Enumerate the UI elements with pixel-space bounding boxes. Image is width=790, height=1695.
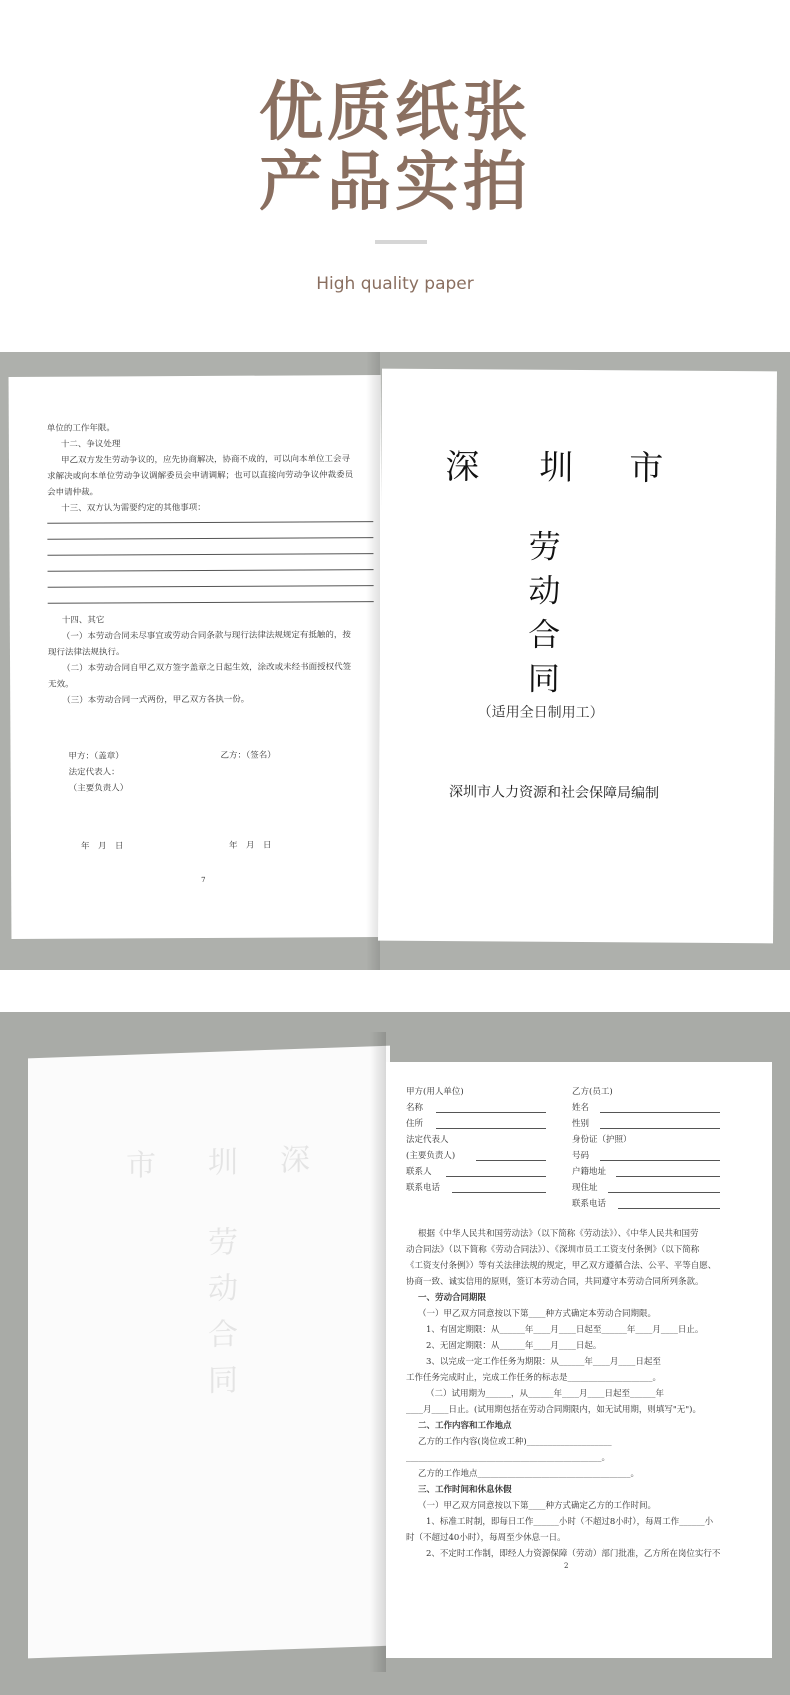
text-line: （一）本劳动合同未尽事宜或劳动合同条款与现行法律法规规定有抵触的，按	[61, 630, 351, 642]
title-char: 同	[527, 659, 560, 698]
book-spine-shadow	[370, 1032, 386, 1672]
field-label: 户籍地址	[572, 1167, 607, 1177]
blank-line	[452, 1192, 546, 1193]
city-char: 市	[629, 448, 664, 489]
blank-line	[600, 1128, 720, 1129]
blank-line	[436, 1128, 546, 1129]
text-line: 现行法律法规执行。	[47, 647, 125, 658]
text-line: （一）甲乙双方同意按以下第____种方式确定乙方的工作时间。	[418, 1501, 657, 1511]
field-label: 联系人	[406, 1167, 432, 1177]
blank-line	[608, 1192, 720, 1193]
section-heading: 十三、双方认为需要约定的其他事项：	[61, 502, 206, 514]
date-party-a: 年 月 日	[80, 841, 124, 852]
headline-line-2: 产品实拍	[259, 146, 531, 220]
ghost-title-char: 同	[208, 1362, 238, 1400]
text-line: （三）本劳动合同一式两份，甲乙双方各执一份。	[62, 694, 250, 706]
field-label: 联系电话	[572, 1199, 607, 1209]
blank-line	[47, 521, 373, 524]
blank-line	[476, 1160, 546, 1161]
title-char: 动	[528, 571, 561, 610]
section-heading: 十四、其它	[61, 615, 105, 626]
section-heading: 二、工作内容和工作地点	[418, 1421, 512, 1431]
text-line: ______________________________________________。	[406, 1453, 611, 1463]
divider	[375, 240, 427, 244]
ghost-city-char: 市	[126, 1147, 156, 1184]
text-line: 时（不超过40小时），每周至少休息一日。	[406, 1533, 566, 1543]
text-line: （二）试用期为______，从______年____月____日起至______年	[426, 1389, 665, 1399]
blank-line	[616, 1176, 720, 1177]
text-line: 乙方的工作地点____________________________________。	[418, 1469, 640, 1479]
text-line: 甲乙双方发生劳动争议的，应先协商解决，协商不成的，可以向本单位工会寻	[60, 454, 351, 466]
field-label: 住所	[406, 1119, 424, 1129]
text-line: 无效。	[48, 679, 74, 690]
text-line: 1、标准工时制，即每日工作______小时（不超过8小时），每周工作______小	[426, 1517, 714, 1527]
blank-line	[446, 1176, 546, 1177]
field-label: 性别	[572, 1119, 590, 1129]
text-line: 会申请仲裁。	[47, 487, 99, 498]
field-label: 法定代表人	[406, 1135, 449, 1145]
headline-line-1: 优质纸张	[259, 76, 531, 150]
blank-line	[600, 1160, 720, 1161]
blank-line	[47, 553, 373, 556]
photo-open-contract-inner	[0, 1012, 790, 1695]
ghost-title-char: 合	[208, 1316, 238, 1354]
ghost-city-char: 圳	[208, 1144, 238, 1182]
contract-page-7	[9, 375, 384, 939]
section-heading: 一、劳动合同期限	[418, 1293, 487, 1303]
cover-back-page	[28, 1046, 390, 1659]
principal-label: （主要负责人）	[68, 783, 129, 794]
blank-line	[600, 1112, 720, 1113]
signature-party-b: 乙方：（签名）	[220, 750, 276, 761]
text-line: （二）本劳动合同自甲乙双方签字盖章之日起生效，涂改或未经书面授权代签	[62, 662, 352, 674]
blank-line	[48, 569, 374, 572]
text-line: 单位的工作年限。	[46, 423, 115, 434]
ghost-title-char: 劳	[208, 1224, 238, 1262]
text-line: 《工资支付条例》）等有关法律法规的规定，甲乙双方遵循合法、公平、平等自愿、	[406, 1261, 717, 1271]
date-party-b: 年 月 日	[228, 840, 272, 851]
title-char: 合	[528, 615, 561, 654]
ghost-title-char: 动	[208, 1270, 238, 1308]
blank-line	[48, 585, 374, 588]
ghost-city-char: 深	[280, 1142, 310, 1179]
section-heading: 十二、争议处理	[60, 439, 121, 450]
field-label: 甲方(用人单位)	[406, 1087, 464, 1097]
title-char: 劳	[528, 527, 561, 566]
field-label: 现住址	[572, 1183, 598, 1193]
text-line: 动合同法》（以下简称《劳动合同法》）、《深圳市员工工资支付条例》（以下简称	[406, 1245, 700, 1255]
text-line: ____月____日止。(试用期包括在劳动合同期限内，如无试用期，则填写"无")。	[406, 1405, 701, 1415]
city-char: 圳	[539, 447, 574, 488]
contract-page-2	[386, 1062, 772, 1658]
contract-cover-page	[378, 369, 777, 944]
text-line: 2、无固定期限：从______年____月____日起。	[426, 1341, 602, 1351]
blank-line	[48, 601, 374, 604]
section-heading: 三、工作时间和休息休假	[418, 1485, 512, 1495]
subtitle: High quality paper	[316, 274, 474, 294]
photo-open-contract-cover	[0, 352, 790, 970]
legal-representative: 法定代表人：	[68, 767, 120, 778]
scope-note: （适用全日制用工）	[477, 704, 604, 722]
text-line: 协商一致、诚实信用的原则，签订本劳动合同，共同遵守本劳动合同所列条款。	[406, 1277, 704, 1287]
city-char: 深	[445, 447, 480, 488]
page-number: 7	[201, 875, 206, 884]
field-label: 乙方(员工)	[572, 1087, 613, 1097]
blank-line	[436, 1112, 546, 1113]
text-line: 乙方的工作内容(岗位或工种)____________________	[418, 1437, 612, 1447]
text-line: 求解决或向本单位劳动争议调解委员会申请调解；也可以直接向劳动争议仲裁委员	[47, 470, 354, 482]
field-label: (主要负责人)	[406, 1151, 456, 1161]
header-banner	[0, 0, 790, 352]
signature-party-a: 甲方：（盖章）	[68, 751, 124, 762]
field-label: 名称	[406, 1103, 424, 1113]
field-label: 身份证（护照）	[572, 1135, 632, 1145]
text-line: 3、以完成一定工作任务为期限：从______年____月____日起至	[426, 1357, 661, 1367]
text-line: 1、有固定期限：从______年____月____日起至______年____月____日止。	[426, 1325, 704, 1335]
blank-line	[47, 537, 373, 540]
blank-line	[618, 1208, 720, 1209]
page-number: 2	[564, 1562, 569, 1570]
text-line: （一）甲乙双方同意按以下第____种方式确定本劳动合同期限。	[418, 1309, 657, 1319]
text-line: 根据《中华人民共和国劳动法》（以下简称《劳动法》）、《中华人民共和国劳	[418, 1229, 699, 1239]
field-label: 联系电话	[406, 1183, 441, 1193]
text-line: 2、不定时工作制，即经人力资源保障（劳动）部门批准，乙方所在岗位实行不	[426, 1549, 721, 1559]
text-line: 工作任务完成时止，完成工作任务的标志是____________________。	[406, 1373, 662, 1383]
field-label: 号码	[572, 1151, 590, 1161]
field-label: 姓名	[572, 1103, 590, 1113]
publisher: 深圳市人力资源和社会保障局编制	[448, 784, 660, 802]
